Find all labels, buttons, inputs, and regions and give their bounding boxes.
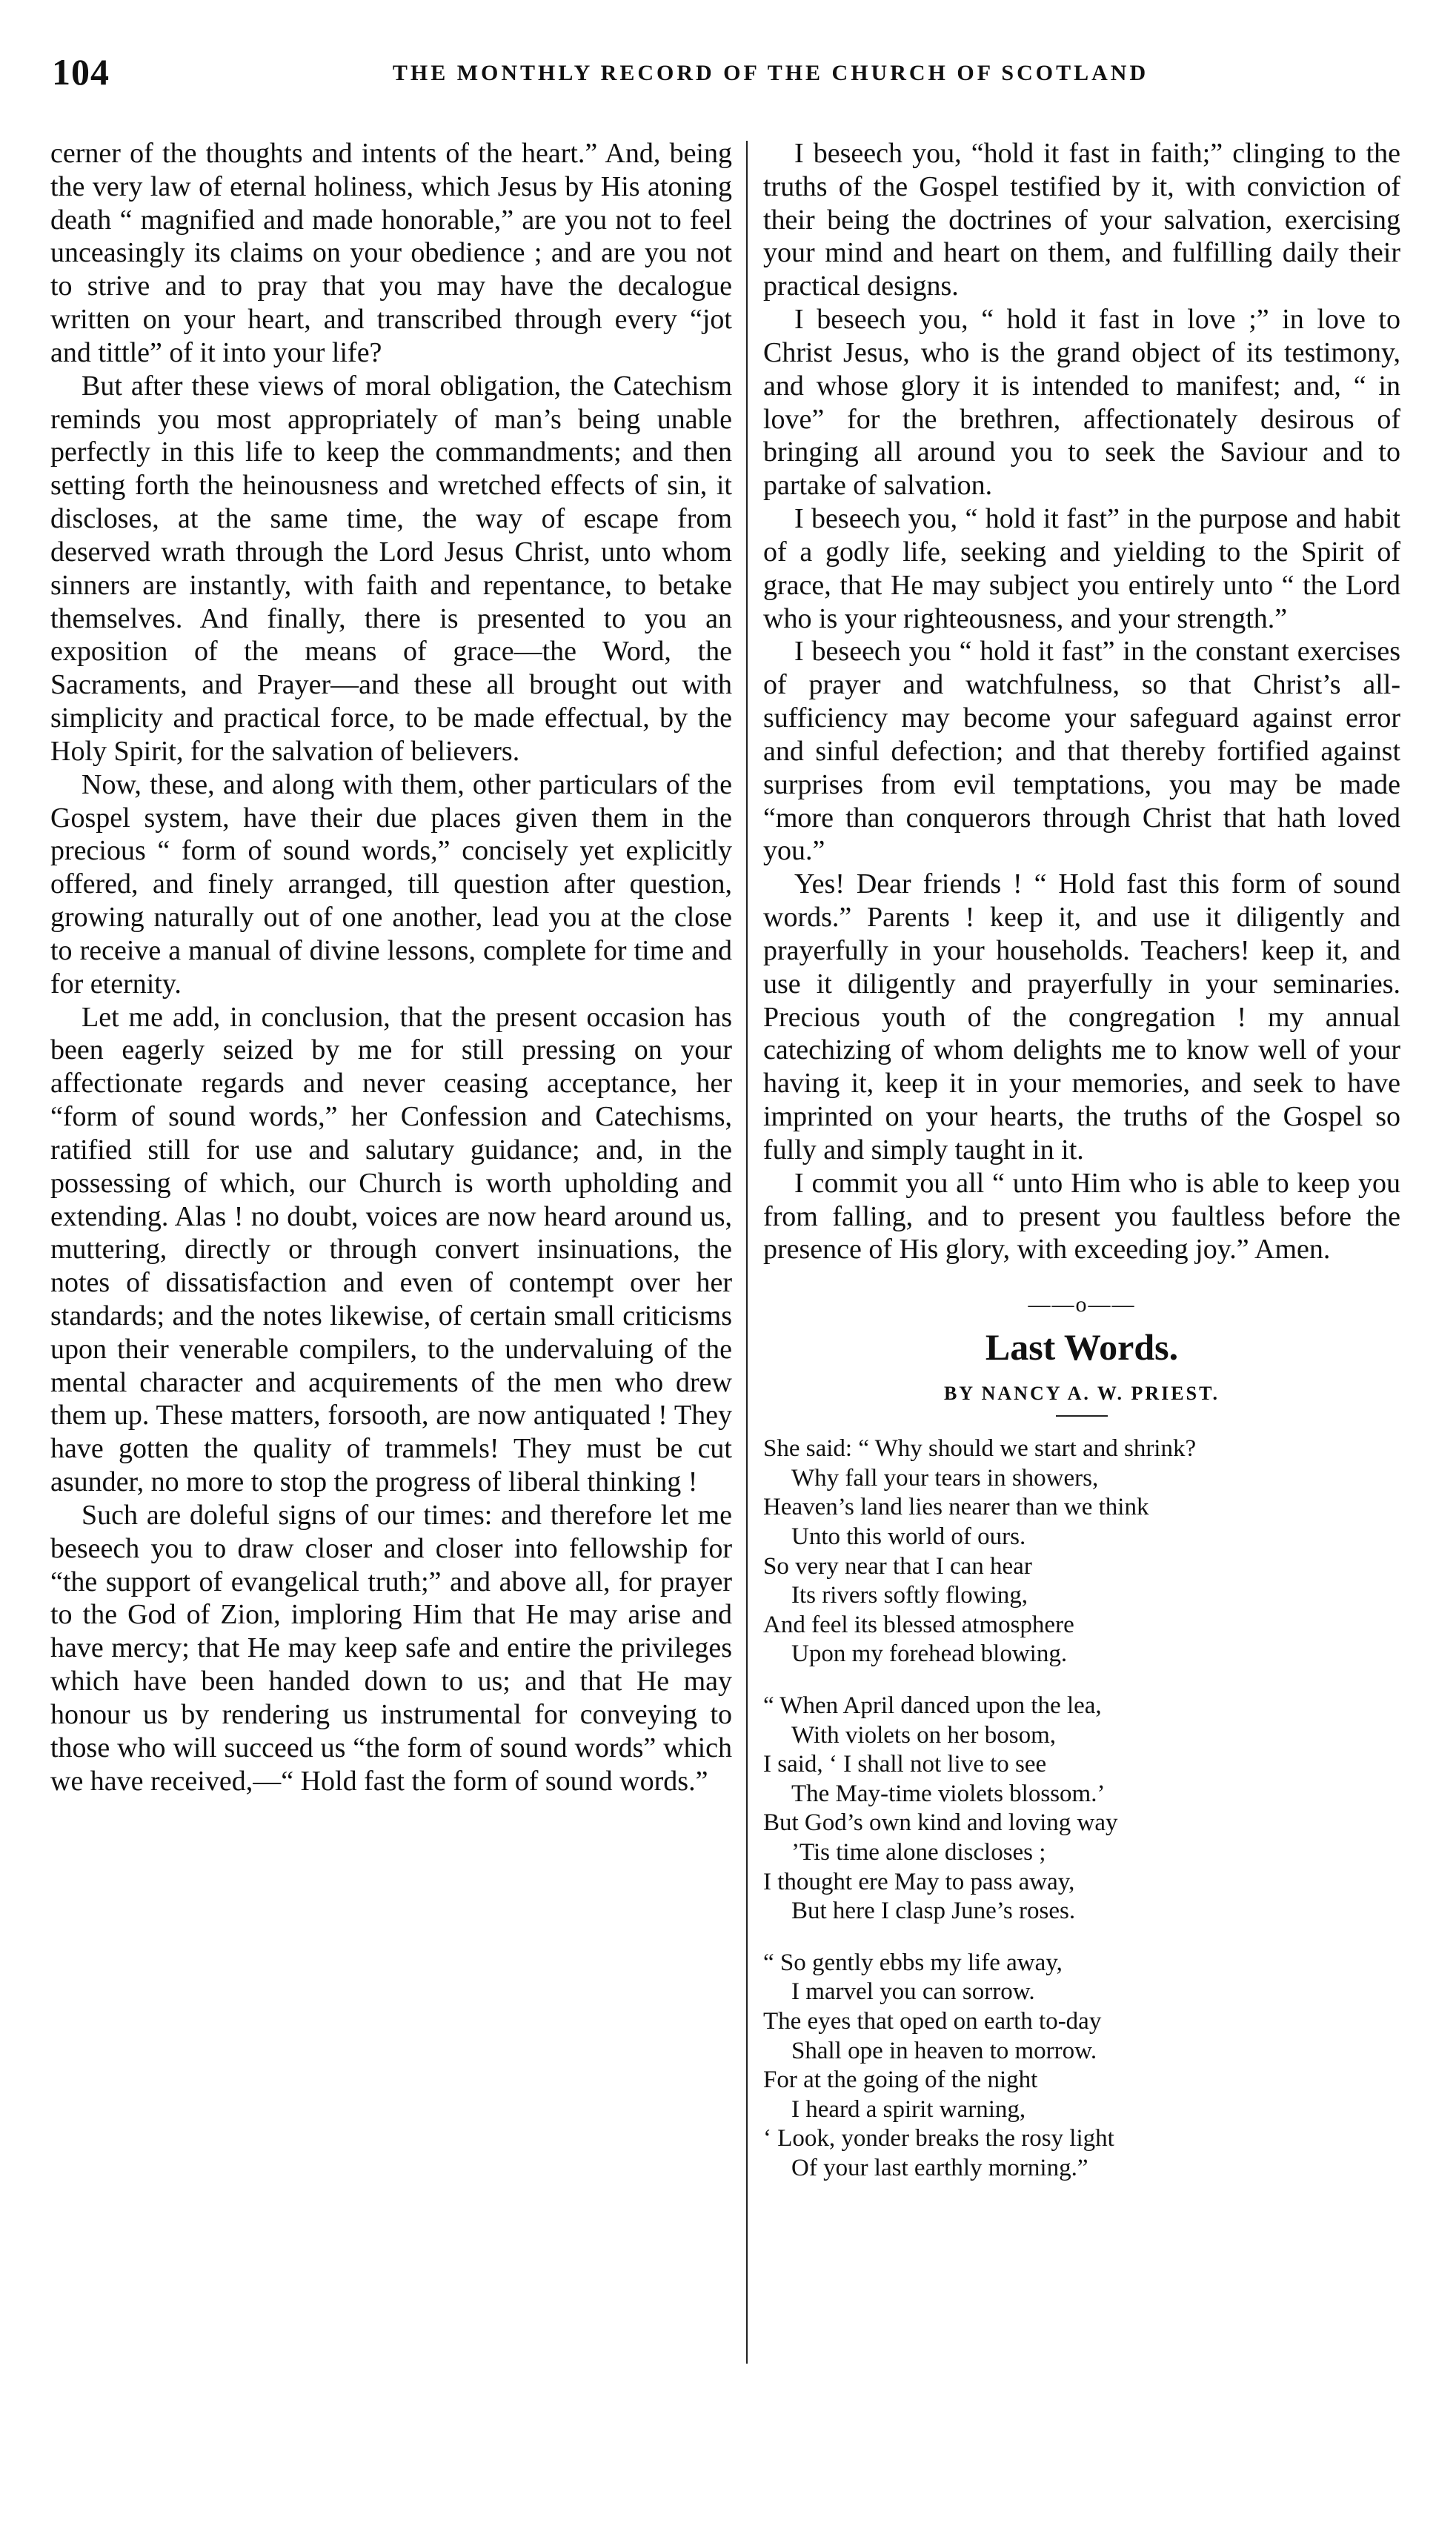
poem-line: Unto this world of ours.: [791, 1523, 1026, 1550]
poem-line: With violets on her bosom,: [791, 1721, 1057, 1749]
running-title: THE MONTHLY RECORD OF THE CHURCH OF SCOTLAND: [392, 61, 1149, 85]
page-number: 104: [52, 51, 110, 93]
poem-line: I marvel you can sorrow.: [791, 1978, 1035, 2006]
poem-title: Last Words.: [985, 1326, 1179, 1368]
poem-line: So very near that I can hear: [763, 1552, 1032, 1580]
poem-line: For at the going of the night: [763, 2066, 1038, 2094]
paragraph: Let me add, in conclusion, that the present occasion has been eagerly seized by me for still pressing on your affectionate regards and never ceasing acceptance, her “form of sound words,” her Confession and Catechisms, ratified still for use and salutary guidance; and, in the possessing of which, our Church is worth upholding and extending. Alas ! no doubt, voices are now heard around us, muttering, directly or through convert insinuations, the notes of dissatisfaction and even of contempt over her standards; and the notes likewise, of certain small criticisms upon their venerable compilers, to the undervaluing of the mental character and acquirements of the men who drew them up. These matters, forsooth, are now antiquated ! They have gotten the quality of trammels! They must be cut asunder, no more to stop the progress of liberal thinking !: [50, 1001, 732, 1498]
poem-line: But God’s own kind and loving way: [763, 1809, 1118, 1837]
paragraph: I beseech you, “hold it fast in faith;” clinging to the truths of the Gospel testified by it, with conviction of their being the doctrines of your salvation, exercising your mind and heart on them, and fulfilling daily their practical designs.: [763, 138, 1400, 302]
poem-line: And feel its blessed atmosphere: [763, 1611, 1074, 1638]
paragraph: I beseech you “ hold it fast” in the constant exercises of prayer and watchfulness, so that Christ’s all-sufficiency may become your safeguard against error and sinful defection; and that thereby fortified against surprises from evil temptations, you may be made “more than conquerors through Christ that hath loved you.”: [763, 636, 1400, 867]
poem-line: But here I clasp June’s roses.: [791, 1898, 1076, 1925]
page-header: [52, 50, 1408, 102]
poem-line: ’Tis time alone discloses ;: [791, 1838, 1046, 1866]
paragraph: Yes! Dear friends ! “ Hold fast this form of sound words.” Parents ! keep it, and use it diligently and prayerfully in your households. Teachers! keep it, and use it diligently and prayerfully in your seminaries. Precious youth of the congregation ! my annual catechizing of whom delights me to know well of your having it, keep it in your memories, and seek to have imprinted on your hearts, the truths of the Gospel so fully and simply taught in it.: [763, 868, 1400, 1166]
poem-stanza: [763, 1949, 1400, 2184]
paragraph: I beseech you, “ hold it fast in love ;” in love to Christ Jesus, who is the grand object of its testimony, and whose glory it is intended to manifest; and, “ in love” for the brethren, affectionately desirous of bringing all around you to seek the Saviour and to partake of salvation.: [763, 304, 1400, 502]
paragraph: cerner of the thoughts and intents of the heart.” And, being the very law of eternal holiness, which Jesus by His atoning death “ magnified and made honorable,” are you not to feel unceasingly its claims on your obedience ; and are you not to strive and to pray that you may have the decalogue written on your heart, and transcribed through every “jot and tittle” of it into your life?: [50, 138, 732, 368]
poem-line: I heard a spirit warning,: [791, 2095, 1026, 2123]
poem-line: Upon my forehead blowing.: [791, 1640, 1068, 1668]
poem-stanza: [763, 1692, 1400, 1926]
poem-line: The eyes that oped on earth to-day: [763, 2007, 1102, 2035]
poem-line: “ So gently ebbs my life away,: [763, 1949, 1063, 1976]
divider-rule: [1056, 1415, 1108, 1417]
column-divider: [746, 141, 748, 2364]
section-separator: ——o——: [1028, 1292, 1136, 1317]
poem-byline: BY NANCY A. W. PRIEST.: [943, 1382, 1220, 1404]
paragraph: But after these views of moral obligation, the Catechism reminds you most appropriately of man’s being unable perfectly in this life to keep the commandments; and then setting forth the heinousness and wretched effects of sin, it discloses, at the same time, the way of escape from deserved wrath through the Lord Jesus Christ, unto whom sinners are instantly, with faith and repentance, to betake themselves. And finally, there is presented to you an exposition of the means of grace—the Word, the Sacraments, and Prayer—and these all brought out with simplicity and practical force, to be made effectual, by the Holy Spirit, for the salvation of believers.: [50, 370, 732, 767]
poem-line: Of your last earthly morning.”: [791, 2154, 1088, 2181]
paragraph: Such are doleful signs of our times: and therefore let me beseech you to draw closer and closer into fellowship for “the support of evangelical truth;” and above all, for prayer to the God of Zion, imploring Him that He may arise and have mercy; that He may keep safe and entire the privileges which have been handed down to us; and that He may honour us by rendering us instrumental for conveying to those who will succeed us “the form of sound words” which we have received,—“ Hold fast the form of sound words.”: [50, 1499, 732, 1797]
poem-line: I said, ‘ I shall not live to see: [763, 1751, 1047, 1778]
poem-stanza: [763, 1434, 1400, 1669]
poem-line: Why fall your tears in showers,: [791, 1464, 1099, 1492]
paragraph: I commit you all “ unto Him who is able to keep you from falling, and to present you faultless before the presence of His glory, with exceeding joy.” Amen.: [763, 1167, 1400, 1266]
poem-line: Its rivers softly flowing,: [791, 1582, 1028, 1609]
poem-line: She said: “ Why should we start and shrink?: [763, 1435, 1197, 1463]
paragraph: I beseech you, “ hold it fast” in the purpose and habit of a godly life, seeking and yielding to the Spirit of grace, that He may subject you entirely unto “ the Lord who is your righteousness, and your strength.”: [763, 503, 1400, 634]
poem-line: Heaven’s land lies nearer than we think: [763, 1494, 1149, 1521]
poem-line: The May-time violets blossom.’: [791, 1780, 1106, 1807]
right-column: [763, 137, 1400, 2205]
paragraph: Now, these, and along with them, other particulars of the Gospel system, have their due places given them in the precious “ form of sound words,” concisely yet explicitly offered, and finely arranged, till question after question, growing naturally out of one another, lead you at the close to receive a manual of divine lessons, complete for time and for eternity.: [50, 768, 732, 1000]
left-column: [50, 137, 732, 1798]
poem-line: ‘ Look, yonder breaks the rosy light: [763, 2125, 1114, 2152]
poem-line: Shall ope in heaven to morrow.: [791, 2037, 1097, 2064]
poem-line: I thought ere May to pass away,: [763, 1868, 1075, 1895]
poem-line: “ When April danced upon the lea,: [763, 1692, 1102, 1719]
